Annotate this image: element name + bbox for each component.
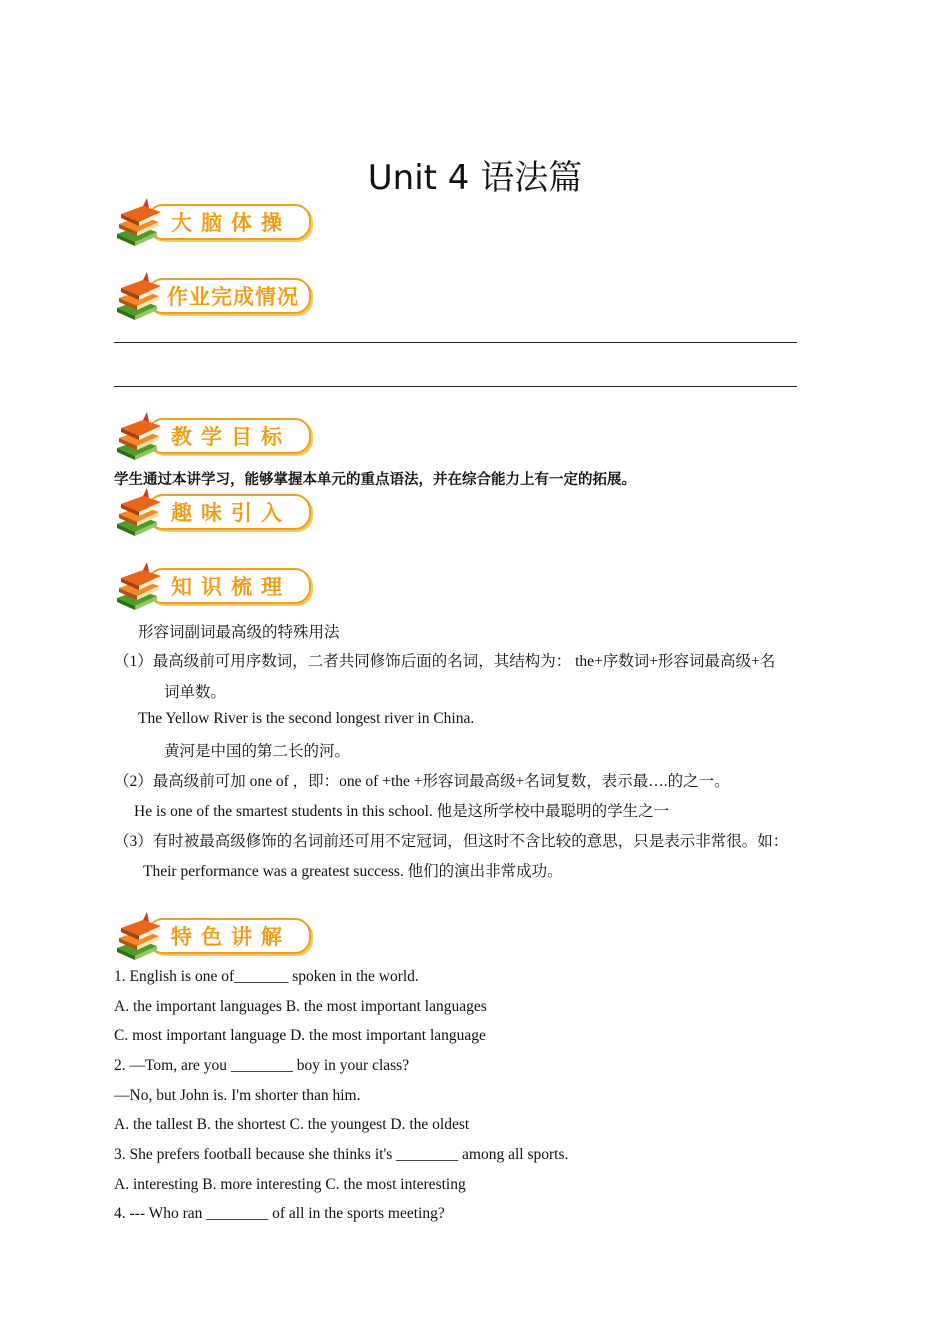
section-badge-homework bbox=[113, 272, 313, 322]
answer-line bbox=[114, 342, 797, 343]
question-line: A. interesting B. more interesting C. the most interesting bbox=[114, 1176, 466, 1193]
question-line: —No, but John is. I'm shorter than him. bbox=[114, 1087, 361, 1104]
example-1-en: The Yellow River is the second longest river in China. bbox=[138, 710, 475, 727]
section-badge-goals bbox=[113, 412, 313, 462]
page-title: Unit 4 语法篇 bbox=[367, 158, 583, 198]
knowledge-point-1: （1）最高级前可用序数词，二者共同修饰后面的名词，其结构为： the+序数词+形容词最高级+名 bbox=[114, 653, 776, 670]
books-icon bbox=[113, 488, 167, 538]
section-label: 作业完成情况 bbox=[167, 285, 299, 309]
question-line: A. the important languages B. the most important languages bbox=[114, 998, 487, 1015]
knowledge-heading: 形容词副词最高级的特殊用法 bbox=[138, 624, 340, 641]
question-line: C. most important language D. the most important language bbox=[114, 1027, 486, 1044]
example-1-cn: 黄河是中国的第二长的河。 bbox=[164, 743, 351, 760]
books-icon bbox=[113, 272, 167, 322]
answer-line bbox=[114, 386, 797, 387]
section-badge-knowledge bbox=[113, 562, 313, 612]
section-badge-explain bbox=[113, 912, 313, 962]
books-icon bbox=[113, 412, 167, 462]
section-badge-warmup bbox=[113, 198, 313, 248]
example-3: Their performance was a greatest success. 他们的演出非常成功。 bbox=[143, 863, 563, 880]
question-line: 4. --- Who ran ________ of all in the sports meeting? bbox=[114, 1205, 445, 1222]
example-2: He is one of the smartest students in this school. 他是这所学校中最聪明的学生之一 bbox=[134, 803, 670, 820]
section-label: 知识梳理 bbox=[171, 575, 291, 599]
question-line: 1. English is one of_______ spoken in the world. bbox=[114, 968, 419, 985]
knowledge-point-2: （2）最高级前可加 one of ，即：one of +the +形容词最高级+名词复数，表示最….的之一。 bbox=[114, 773, 730, 790]
section-badge-intro bbox=[113, 488, 313, 538]
question-line: 3. She prefers football because she thinks it's ________ among all sports. bbox=[114, 1146, 569, 1163]
section-label: 教学目标 bbox=[171, 425, 291, 449]
goals-text: 学生通过本讲学习，能够掌握本单元的重点语法，并在综合能力上有一定的拓展。 bbox=[114, 472, 636, 488]
knowledge-point-3: （3）有时被最高级修饰的名词前还可用不定冠词，但这时不含比较的意思，只是表示非常很。如： bbox=[114, 833, 789, 850]
books-icon bbox=[113, 562, 167, 612]
books-icon bbox=[113, 198, 167, 248]
section-label: 大脑体操 bbox=[171, 211, 291, 235]
section-label: 趣味引入 bbox=[171, 501, 291, 525]
question-line: A. the tallest B. the shortest C. the youngest D. the oldest bbox=[114, 1116, 470, 1133]
knowledge-point-1-cont: 词单数。 bbox=[164, 684, 227, 701]
section-label: 特色讲解 bbox=[171, 925, 291, 949]
books-icon bbox=[113, 912, 167, 962]
question-line: 2. —Tom, are you ________ boy in your class? bbox=[114, 1057, 410, 1074]
